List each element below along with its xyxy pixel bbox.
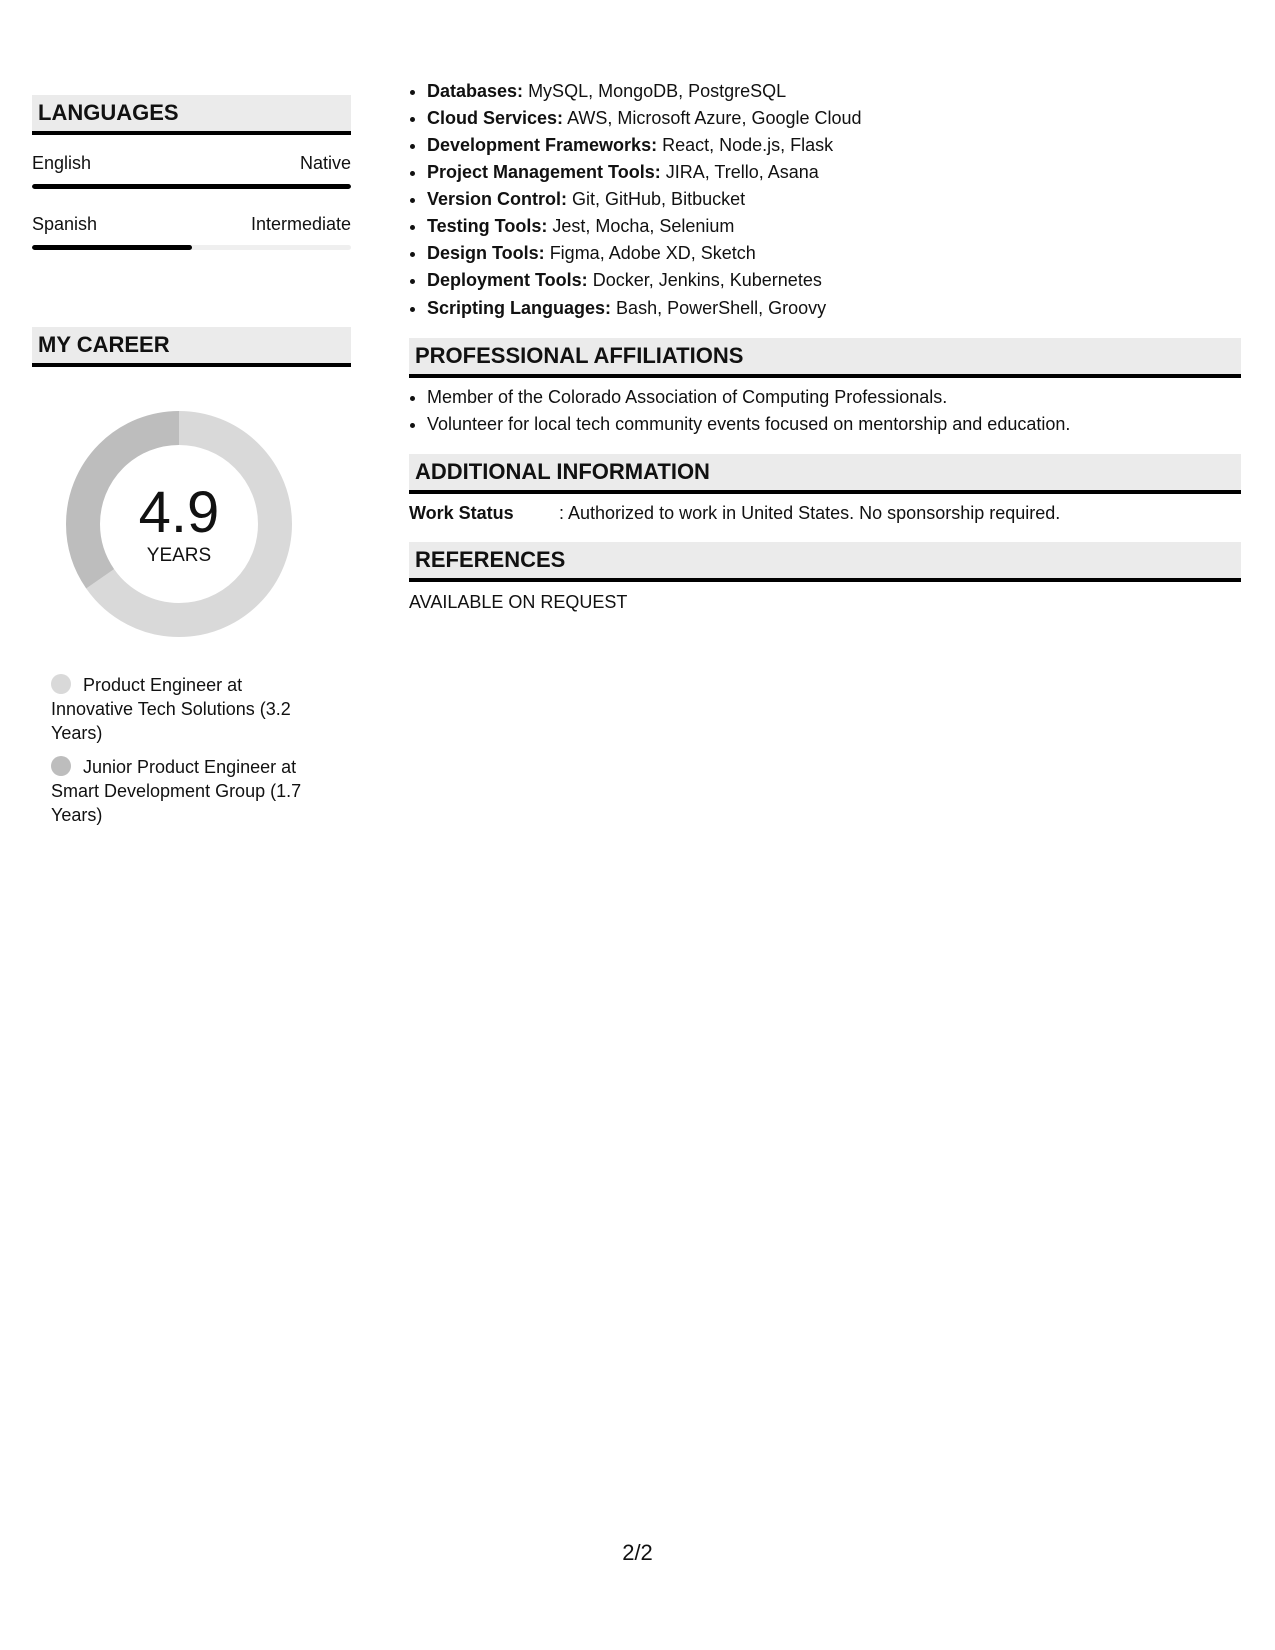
skill-item — [427, 213, 1241, 240]
legend-item — [51, 673, 321, 745]
skill-item — [427, 105, 1241, 132]
language-name: English — [32, 153, 92, 173]
skill-item — [427, 78, 1241, 105]
legend-swatch — [51, 674, 71, 694]
skills-list — [409, 78, 1241, 322]
right-column — [409, 78, 1241, 613]
legend-swatch — [51, 756, 71, 776]
career-total-unit: YEARS — [146, 545, 212, 566]
work-status-value: : Authorized to work in United States. No sponsorship required. — [559, 503, 1061, 523]
skill-value: React, Node.js, Flask — [662, 135, 834, 155]
additional-info-header: ADDITIONAL INFORMATION — [409, 454, 1241, 494]
career-donut-chart — [66, 411, 292, 637]
language-proficiency-bar — [32, 245, 351, 250]
work-status-row — [409, 500, 1241, 526]
affiliations-list — [409, 384, 1241, 438]
career-legend — [51, 673, 321, 827]
affiliation-item: • Volunteer for local tech community events focused on mentorship and education. — [427, 411, 1241, 438]
skill-value: Bash, PowerShell, Groovy — [616, 298, 827, 318]
skill-label: Databases: — [427, 81, 524, 101]
skill-item — [427, 267, 1241, 294]
language-name: Spanish — [32, 214, 98, 234]
affiliation-item: • Member of the Colorado Association of Computing Professionals. — [427, 384, 1241, 411]
skill-value: MySQL, MongoDB, PostgreSQL — [528, 81, 787, 101]
skill-label: Design Tools: — [427, 243, 545, 263]
page-number: 2/2 — [622, 1540, 653, 1565]
skill-label: Testing Tools: — [427, 216, 548, 236]
references-text: AVAILABLE ON REQUEST — [409, 592, 628, 612]
legend-label: Junior Product Engineer at Smart Development Group (1.7 Years) — [51, 757, 302, 825]
languages-header: LANGUAGES — [32, 95, 351, 135]
work-status-label: Work Status — [409, 503, 514, 523]
skill-label: Project Management Tools: — [427, 162, 661, 182]
language-proficiency-bar — [32, 184, 351, 189]
skill-value: Docker, Jenkins, Kubernetes — [592, 270, 822, 290]
skill-item — [427, 295, 1241, 322]
skill-value: Figma, Adobe XD, Sketch — [549, 243, 756, 263]
references-header: REFERENCES — [409, 542, 1241, 582]
skill-value: AWS, Microsoft Azure, Google Cloud — [567, 108, 862, 128]
skill-value: Git, GitHub, Bitbucket — [572, 189, 746, 209]
language-level: Native — [299, 153, 351, 173]
language-level: Intermediate — [250, 214, 351, 234]
skill-item — [427, 186, 1241, 213]
left-column — [32, 95, 351, 837]
career-total-years: 4.9 — [138, 480, 220, 545]
skill-value: JIRA, Trello, Asana — [665, 162, 819, 182]
language-proficiency-fill — [32, 184, 351, 189]
language-proficiency-fill — [32, 245, 192, 250]
skill-label: Version Control: — [427, 189, 568, 209]
skill-label: Development Frameworks: — [427, 135, 658, 155]
language-item-spanish — [32, 214, 351, 250]
skill-item — [427, 132, 1241, 159]
legend-label: Product Engineer at Innovative Tech Solutions (3.2 Years) — [51, 675, 291, 743]
skill-item — [427, 240, 1241, 267]
legend-item — [51, 755, 321, 827]
skill-item — [427, 159, 1241, 186]
career-header: MY CAREER — [32, 327, 351, 367]
affiliations-header: PROFESSIONAL AFFILIATIONS — [409, 338, 1241, 378]
skill-label: Scripting Languages: — [427, 298, 612, 318]
skill-label: Deployment Tools: — [427, 270, 588, 290]
language-item-english — [32, 153, 351, 189]
skill-value: Jest, Mocha, Selenium — [552, 216, 735, 236]
skill-label: Cloud Services: — [427, 108, 564, 128]
